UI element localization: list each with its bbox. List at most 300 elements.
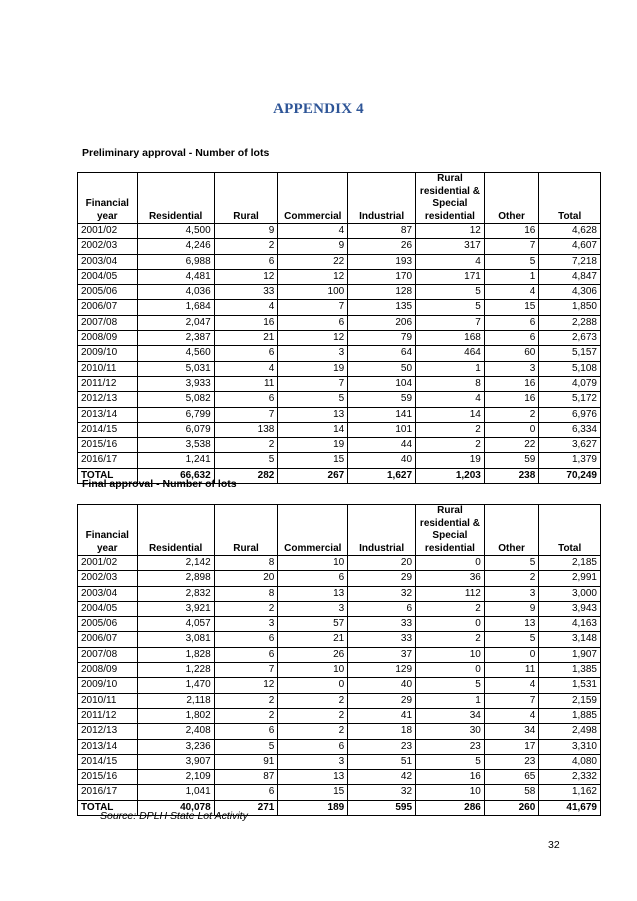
value-cell: 6	[484, 331, 538, 346]
value-cell: 0	[278, 678, 348, 693]
value-cell: 3	[278, 346, 348, 361]
value-cell: 19	[416, 453, 485, 468]
source-note: Source: DPLH State Lot Activity	[100, 810, 248, 822]
value-cell: 50	[348, 361, 416, 376]
row-label-cell: 2009/10	[78, 678, 138, 693]
value-cell: 60	[484, 346, 538, 361]
value-cell: 6	[214, 632, 278, 647]
value-cell: 100	[278, 285, 348, 300]
preliminary-approval-table	[77, 172, 601, 484]
table-row	[78, 754, 601, 769]
value-cell: 11	[484, 663, 538, 678]
value-cell: 87	[214, 770, 278, 785]
value-cell: 9	[484, 601, 538, 616]
value-cell: 26	[348, 239, 416, 254]
value-cell: 21	[214, 331, 278, 346]
table-row	[78, 453, 601, 468]
value-cell: 5	[484, 632, 538, 647]
value-cell: 4	[484, 285, 538, 300]
value-cell: 4,628	[539, 224, 601, 239]
value-cell: 171	[416, 269, 485, 284]
value-cell: 16	[484, 376, 538, 391]
value-cell: 5	[214, 453, 278, 468]
value-cell: 5	[416, 754, 485, 769]
value-cell: 2,159	[539, 693, 601, 708]
header-rural: Rural	[214, 505, 278, 556]
value-cell: 70,249	[539, 468, 601, 483]
value-cell: 3,000	[539, 586, 601, 601]
value-cell: 3,081	[137, 632, 214, 647]
value-cell: 4,036	[137, 285, 214, 300]
table-row	[78, 601, 601, 616]
value-cell: 2	[214, 708, 278, 723]
table-row	[78, 693, 601, 708]
row-label-cell: 2016/17	[78, 785, 138, 800]
value-cell: 1,228	[137, 663, 214, 678]
value-cell: 40	[348, 678, 416, 693]
value-cell: 41,679	[539, 800, 601, 815]
row-label-cell: 2007/08	[78, 315, 138, 330]
value-cell: 138	[214, 422, 278, 437]
table-row	[78, 617, 601, 632]
header-financial-year: Financial year	[78, 173, 138, 224]
row-label-cell: TOTAL	[78, 468, 138, 483]
value-cell: 44	[348, 438, 416, 453]
value-cell: 4	[484, 678, 538, 693]
row-label-cell: 2011/12	[78, 708, 138, 723]
value-cell: 10	[416, 785, 485, 800]
row-label-cell: 2001/02	[78, 224, 138, 239]
row-label-cell: 2010/11	[78, 693, 138, 708]
value-cell: 17	[484, 739, 538, 754]
table-row	[78, 376, 601, 391]
value-cell: 19	[278, 361, 348, 376]
row-label-cell: 2013/14	[78, 739, 138, 754]
value-cell: 2,408	[137, 724, 214, 739]
value-cell: 41	[348, 708, 416, 723]
value-cell: 1,162	[539, 785, 601, 800]
value-cell: 64	[348, 346, 416, 361]
value-cell: 12	[214, 678, 278, 693]
value-cell: 13	[278, 770, 348, 785]
value-cell: 141	[348, 407, 416, 422]
value-cell: 2	[214, 693, 278, 708]
value-cell: 2	[214, 239, 278, 254]
row-label-cell: 2007/08	[78, 647, 138, 662]
table-row	[78, 407, 601, 422]
value-cell: 8	[214, 586, 278, 601]
value-cell: 7	[214, 663, 278, 678]
value-cell: 14	[278, 422, 348, 437]
value-cell: 6	[484, 315, 538, 330]
value-cell: 11	[214, 376, 278, 391]
value-cell: 1,041	[137, 785, 214, 800]
value-cell: 2,498	[539, 724, 601, 739]
value-cell: 29	[348, 693, 416, 708]
value-cell: 4,306	[539, 285, 601, 300]
value-cell: 9	[214, 224, 278, 239]
value-cell: 29	[348, 571, 416, 586]
table-row	[78, 269, 601, 284]
row-label-cell: 2005/06	[78, 617, 138, 632]
row-label-cell: 2001/02	[78, 556, 138, 571]
value-cell: 135	[348, 300, 416, 315]
value-cell: 6,988	[137, 254, 214, 269]
value-cell: 2	[484, 407, 538, 422]
value-cell: 4,847	[539, 269, 601, 284]
value-cell: 3,907	[137, 754, 214, 769]
value-cell: 5,082	[137, 392, 214, 407]
value-cell: 4	[214, 361, 278, 376]
value-cell: 10	[278, 663, 348, 678]
value-cell: 13	[278, 407, 348, 422]
value-cell: 4,079	[539, 376, 601, 391]
value-cell: 1,379	[539, 453, 601, 468]
row-label-cell: 2014/15	[78, 422, 138, 437]
header-other: Other	[484, 505, 538, 556]
value-cell: 129	[348, 663, 416, 678]
value-cell: 4,080	[539, 754, 601, 769]
value-cell: 16	[416, 770, 485, 785]
value-cell: 7	[278, 376, 348, 391]
value-cell: 4,246	[137, 239, 214, 254]
value-cell: 16	[484, 224, 538, 239]
header-industrial: Industrial	[348, 505, 416, 556]
value-cell: 4,163	[539, 617, 601, 632]
value-cell: 3,921	[137, 601, 214, 616]
final-approval-table	[77, 504, 601, 816]
table-header-row	[78, 173, 601, 224]
header-residential: Residential	[137, 505, 214, 556]
value-cell: 1,684	[137, 300, 214, 315]
value-cell: 6	[214, 785, 278, 800]
value-cell: 23	[416, 739, 485, 754]
final-approval-title: Final approval - Number of lots	[82, 478, 237, 490]
value-cell: 6,334	[539, 422, 601, 437]
value-cell: 6,976	[539, 407, 601, 422]
value-cell: 33	[214, 285, 278, 300]
value-cell: 2	[416, 632, 485, 647]
table-row	[78, 663, 601, 678]
value-cell: 1,828	[137, 647, 214, 662]
table-row	[78, 739, 601, 754]
value-cell: 1,385	[539, 663, 601, 678]
row-label-cell: 2011/12	[78, 376, 138, 391]
header-rural-residential: Rural residential & Special residential	[416, 505, 485, 556]
value-cell: 2,898	[137, 571, 214, 586]
header-total: Total	[539, 173, 601, 224]
value-cell: 12	[416, 224, 485, 239]
value-cell: 16	[214, 315, 278, 330]
value-cell: 15	[278, 453, 348, 468]
value-cell: 2	[416, 422, 485, 437]
table-row	[78, 724, 601, 739]
value-cell: 4	[416, 254, 485, 269]
header-rural-residential: Rural residential & Special residential	[416, 173, 485, 224]
value-cell: 2	[416, 438, 485, 453]
value-cell: 34	[416, 708, 485, 723]
value-cell: 7	[484, 693, 538, 708]
value-cell: 4,057	[137, 617, 214, 632]
value-cell: 2	[214, 438, 278, 453]
row-label-cell: 2008/09	[78, 331, 138, 346]
value-cell: 8	[416, 376, 485, 391]
header-rural: Rural	[214, 173, 278, 224]
value-cell: 23	[348, 739, 416, 754]
value-cell: 26	[278, 647, 348, 662]
value-cell: 3,943	[539, 601, 601, 616]
value-cell: 5	[278, 392, 348, 407]
value-cell: 3,236	[137, 739, 214, 754]
row-label-cell: 2009/10	[78, 346, 138, 361]
row-label-cell: 2015/16	[78, 770, 138, 785]
table-row	[78, 571, 601, 586]
table-row	[78, 239, 601, 254]
value-cell: 5	[484, 556, 538, 571]
value-cell: 4	[214, 300, 278, 315]
row-label-cell: 2006/07	[78, 632, 138, 647]
value-cell: 57	[278, 617, 348, 632]
row-label-cell: 2004/05	[78, 601, 138, 616]
value-cell: 2,142	[137, 556, 214, 571]
value-cell: 42	[348, 770, 416, 785]
table-row	[78, 556, 601, 571]
value-cell: 3,310	[539, 739, 601, 754]
value-cell: 65	[484, 770, 538, 785]
value-cell: 104	[348, 376, 416, 391]
value-cell: 2,387	[137, 331, 214, 346]
header-residential: Residential	[137, 173, 214, 224]
table-row	[78, 300, 601, 315]
value-cell: 10	[416, 647, 485, 662]
value-cell: 6,079	[137, 422, 214, 437]
value-cell: 22	[278, 254, 348, 269]
value-cell: 37	[348, 647, 416, 662]
value-cell: 193	[348, 254, 416, 269]
value-cell: 3	[484, 586, 538, 601]
value-cell: 19	[278, 438, 348, 453]
value-cell: 1,907	[539, 647, 601, 662]
value-cell: 5	[416, 285, 485, 300]
value-cell: 59	[348, 392, 416, 407]
value-cell: 595	[348, 800, 416, 815]
value-cell: 21	[278, 632, 348, 647]
value-cell: 4,500	[137, 224, 214, 239]
value-cell: 6	[278, 571, 348, 586]
value-cell: 0	[416, 663, 485, 678]
value-cell: 2,288	[539, 315, 601, 330]
value-cell: 13	[278, 586, 348, 601]
value-cell: 8	[214, 556, 278, 571]
value-cell: 9	[278, 239, 348, 254]
row-label-cell: 2010/11	[78, 361, 138, 376]
value-cell: 15	[278, 785, 348, 800]
value-cell: 2,109	[137, 770, 214, 785]
value-cell: 0	[416, 617, 485, 632]
row-label-cell: 2012/13	[78, 392, 138, 407]
value-cell: 59	[484, 453, 538, 468]
value-cell: 5,108	[539, 361, 601, 376]
page-title: APPENDIX 4	[273, 101, 364, 117]
row-label-cell: 2005/06	[78, 285, 138, 300]
value-cell: 22	[484, 438, 538, 453]
header-commercial: Commercial	[278, 173, 348, 224]
value-cell: 3	[484, 361, 538, 376]
value-cell: 3,148	[539, 632, 601, 647]
value-cell: 260	[484, 800, 538, 815]
page-number: 32	[548, 839, 560, 851]
table-row	[78, 254, 601, 269]
value-cell: 1,885	[539, 708, 601, 723]
table-row	[78, 331, 601, 346]
row-label-cell: TOTAL	[78, 800, 138, 815]
value-cell: 15	[484, 300, 538, 315]
value-cell: 2	[484, 571, 538, 586]
value-cell: 1,241	[137, 453, 214, 468]
value-cell: 2	[416, 601, 485, 616]
value-cell: 7	[278, 300, 348, 315]
value-cell: 2,673	[539, 331, 601, 346]
header-other: Other	[484, 173, 538, 224]
value-cell: 6	[214, 647, 278, 662]
value-cell: 5,157	[539, 346, 601, 361]
value-cell: 4	[484, 708, 538, 723]
value-cell: 6	[278, 739, 348, 754]
value-cell: 30	[416, 724, 485, 739]
value-cell: 4,560	[137, 346, 214, 361]
table-row	[78, 392, 601, 407]
value-cell: 32	[348, 586, 416, 601]
value-cell: 2,185	[539, 556, 601, 571]
value-cell: 267	[278, 468, 348, 483]
value-cell: 36	[416, 571, 485, 586]
value-cell: 2,047	[137, 315, 214, 330]
value-cell: 14	[416, 407, 485, 422]
value-cell: 7,218	[539, 254, 601, 269]
table-header-row	[78, 505, 601, 556]
value-cell: 4,481	[137, 269, 214, 284]
value-cell: 4	[278, 224, 348, 239]
value-cell: 20	[348, 556, 416, 571]
value-cell: 12	[278, 331, 348, 346]
value-cell: 101	[348, 422, 416, 437]
value-cell: 6	[214, 392, 278, 407]
value-cell: 206	[348, 315, 416, 330]
table-row	[78, 678, 601, 693]
value-cell: 1,203	[416, 468, 485, 483]
table-row	[78, 647, 601, 662]
value-cell: 112	[416, 586, 485, 601]
value-cell: 5	[416, 678, 485, 693]
value-cell: 12	[214, 269, 278, 284]
value-cell: 2	[278, 724, 348, 739]
row-label-cell: 2015/16	[78, 438, 138, 453]
table-row	[78, 285, 601, 300]
row-label-cell: 2003/04	[78, 586, 138, 601]
value-cell: 170	[348, 269, 416, 284]
value-cell: 40	[348, 453, 416, 468]
value-cell: 0	[484, 647, 538, 662]
value-cell: 13	[484, 617, 538, 632]
table-row	[78, 785, 601, 800]
value-cell: 189	[278, 800, 348, 815]
value-cell: 6	[214, 724, 278, 739]
table-row	[78, 422, 601, 437]
value-cell: 87	[348, 224, 416, 239]
value-cell: 18	[348, 724, 416, 739]
value-cell: 6,799	[137, 407, 214, 422]
row-label-cell: 2012/13	[78, 724, 138, 739]
value-cell: 23	[484, 754, 538, 769]
value-cell: 3,933	[137, 376, 214, 391]
value-cell: 5,172	[539, 392, 601, 407]
value-cell: 168	[416, 331, 485, 346]
value-cell: 5,031	[137, 361, 214, 376]
value-cell: 5	[416, 300, 485, 315]
row-label-cell: 2008/09	[78, 663, 138, 678]
value-cell: 51	[348, 754, 416, 769]
header-total: Total	[539, 505, 601, 556]
table-row	[78, 770, 601, 785]
value-cell: 4	[416, 392, 485, 407]
value-cell: 20	[214, 571, 278, 586]
value-cell: 32	[348, 785, 416, 800]
preliminary-approval-title: Preliminary approval - Number of lots	[82, 147, 270, 159]
value-cell: 34	[484, 724, 538, 739]
value-cell: 33	[348, 632, 416, 647]
row-label-cell: 2013/14	[78, 407, 138, 422]
value-cell: 7	[416, 315, 485, 330]
value-cell: 2	[214, 601, 278, 616]
value-cell: 1	[416, 361, 485, 376]
header-financial-year: Financial year	[78, 505, 138, 556]
value-cell: 91	[214, 754, 278, 769]
table-row	[78, 632, 601, 647]
value-cell: 6	[278, 315, 348, 330]
value-cell: 128	[348, 285, 416, 300]
row-label-cell: 2002/03	[78, 239, 138, 254]
value-cell: 5	[484, 254, 538, 269]
value-cell: 1,850	[539, 300, 601, 315]
row-label-cell: 2003/04	[78, 254, 138, 269]
table-row	[78, 438, 601, 453]
value-cell: 1,470	[137, 678, 214, 693]
table-row	[78, 708, 601, 723]
table-row	[78, 361, 601, 376]
value-cell: 2,832	[137, 586, 214, 601]
value-cell: 1	[416, 693, 485, 708]
value-cell: 1,531	[539, 678, 601, 693]
table-row	[78, 224, 601, 239]
value-cell: 40,078	[137, 800, 214, 815]
header-industrial: Industrial	[348, 173, 416, 224]
row-label-cell: 2002/03	[78, 571, 138, 586]
value-cell: 3,538	[137, 438, 214, 453]
value-cell: 3	[278, 754, 348, 769]
table-row	[78, 346, 601, 361]
value-cell: 3	[278, 601, 348, 616]
value-cell: 238	[484, 468, 538, 483]
value-cell: 7	[214, 407, 278, 422]
value-cell: 2	[278, 693, 348, 708]
value-cell: 286	[416, 800, 485, 815]
value-cell: 1,627	[348, 468, 416, 483]
value-cell: 2,991	[539, 571, 601, 586]
value-cell: 4,607	[539, 239, 601, 254]
value-cell: 2,332	[539, 770, 601, 785]
table-row	[78, 315, 601, 330]
value-cell: 12	[278, 269, 348, 284]
